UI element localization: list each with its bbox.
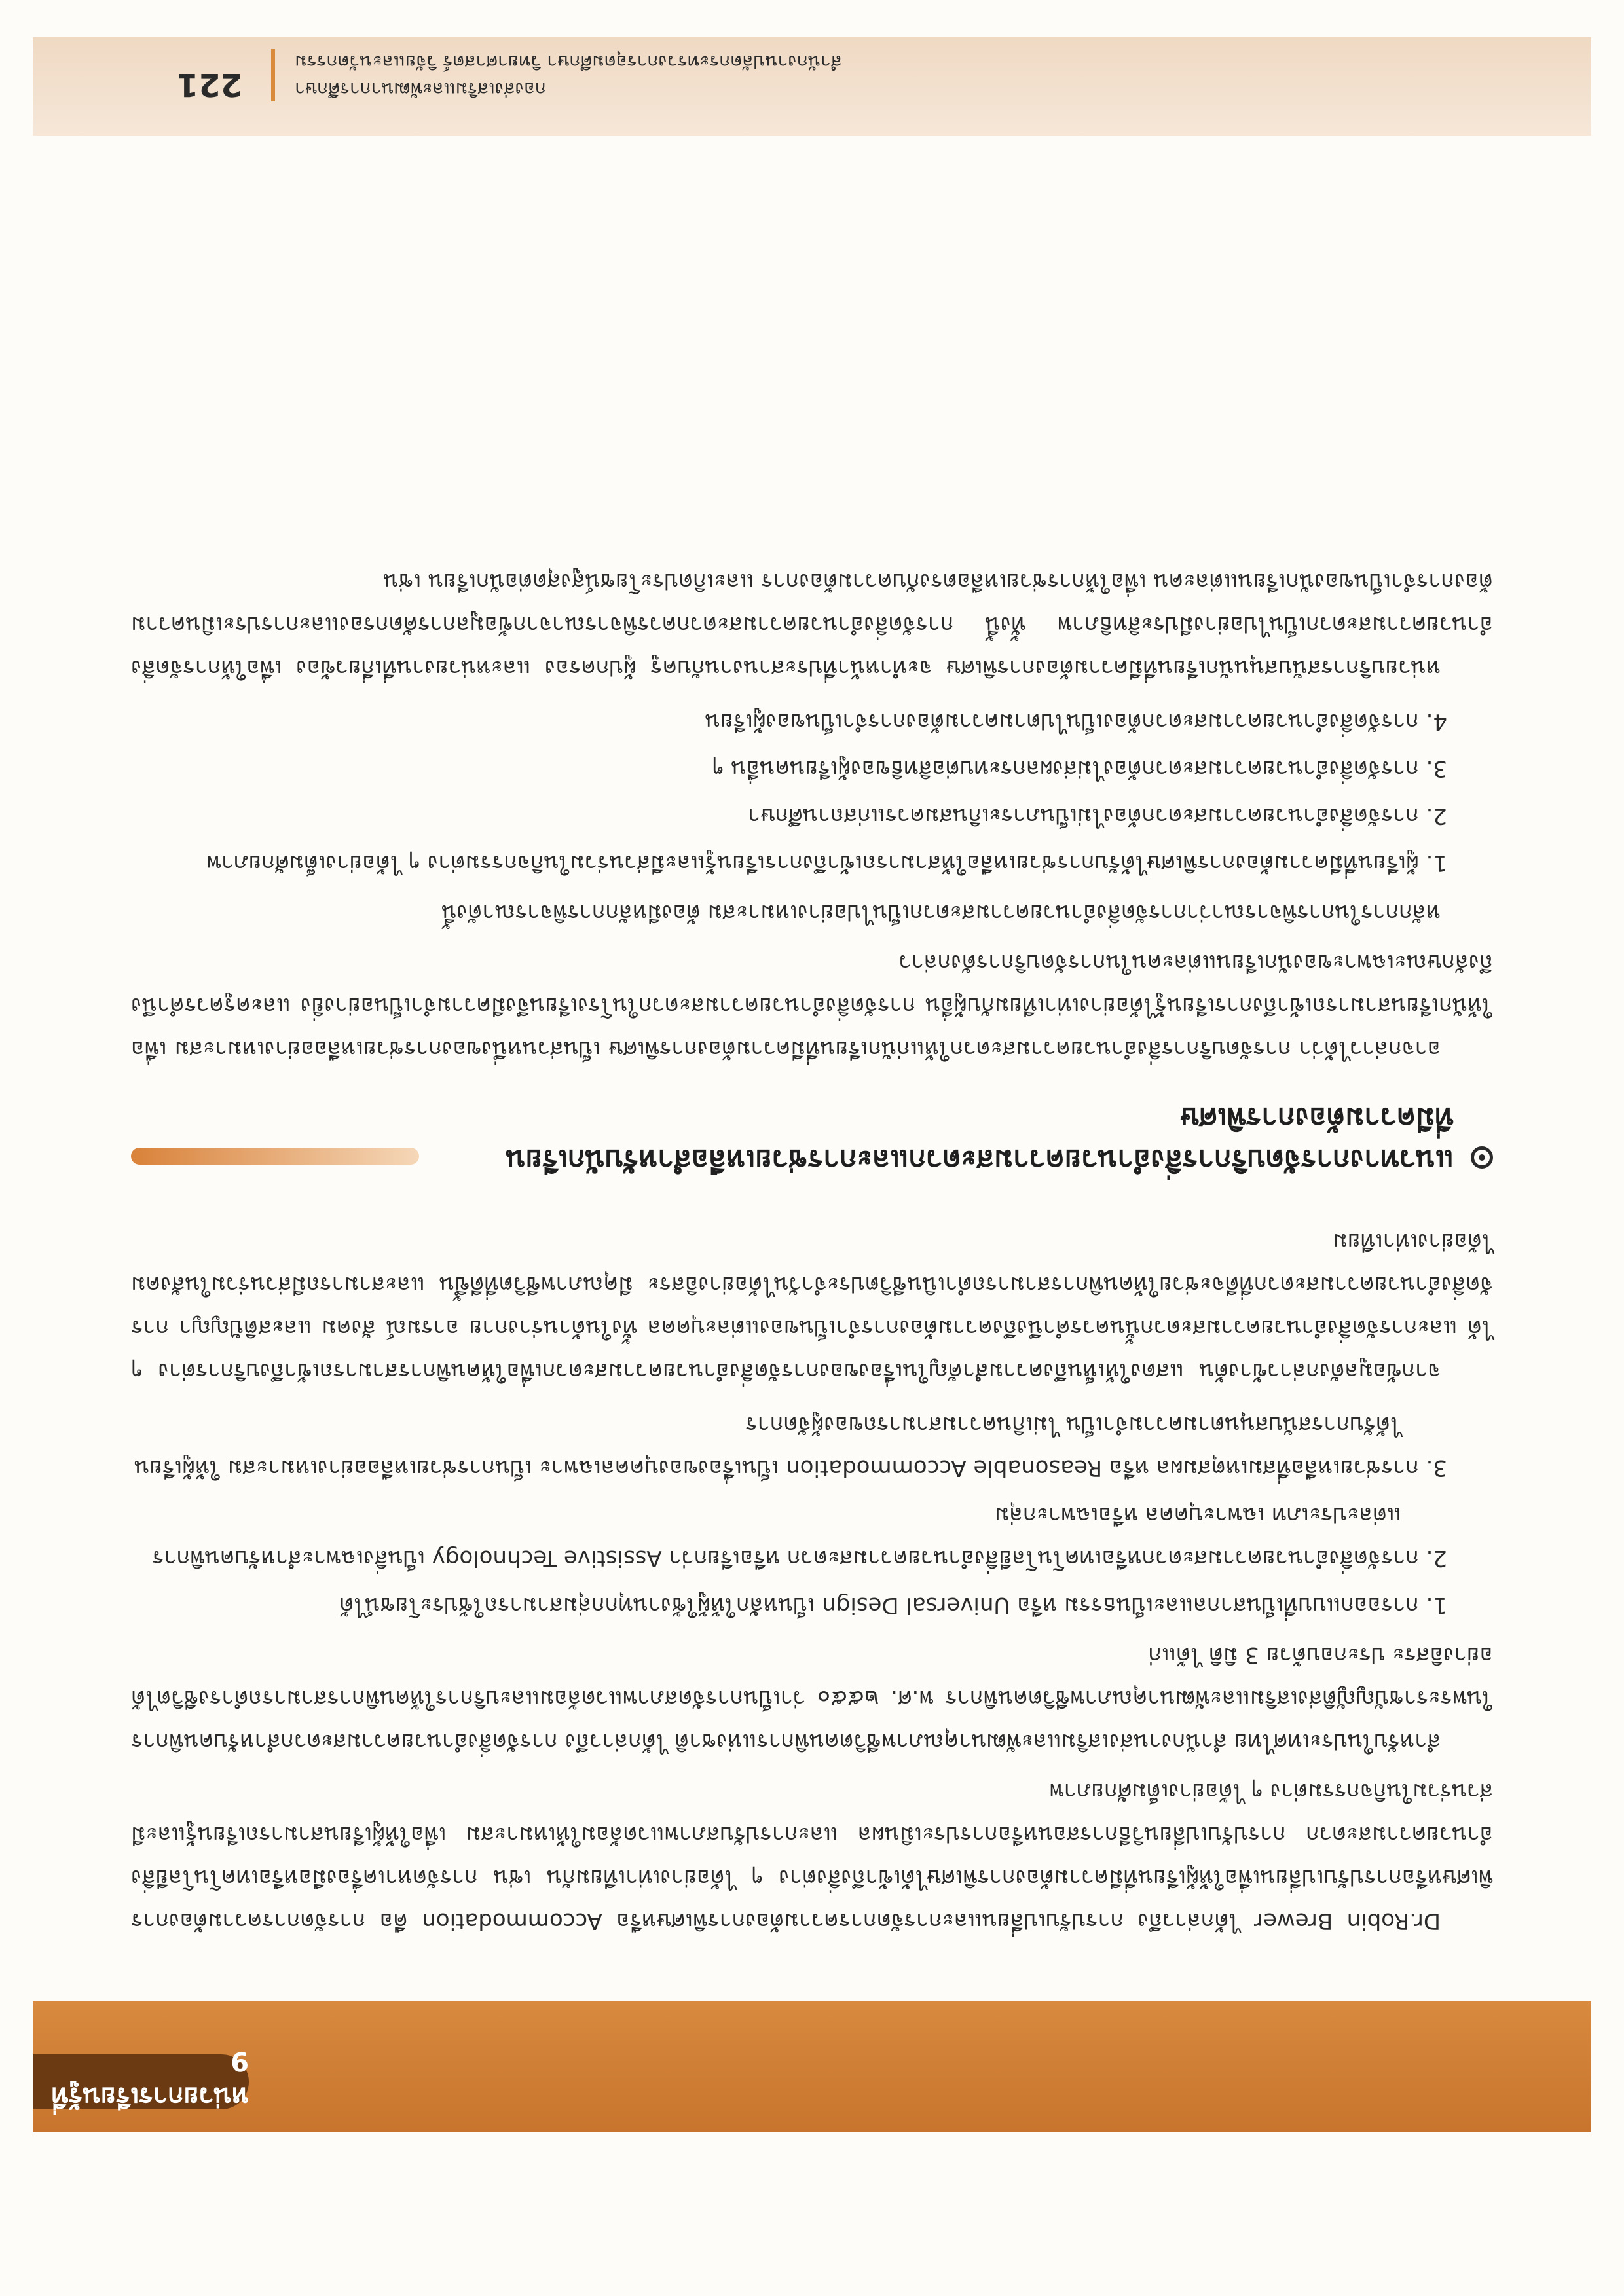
section-heading: [131, 1097, 1493, 1180]
section-title: แนวทางการจัดบริการสิ่งอำนวยความสะดวกและการช่วยเหลือสำหรับนักเรียนที่มีความต้องการพิเศษ: [506, 1101, 1454, 1176]
footer-separator: [271, 49, 275, 101]
footer-book-title: กองส่งเสริมและพัฒนาการศึกษา: [295, 79, 546, 100]
list-item: 3. การจัดสิ่งอำนวยความสะดวกต้องไม่ส่งผลกระทบต่อสิทธิของผู้เรียนคนอื่น ๆ: [712, 756, 1447, 782]
list-item: 1. ผู้เรียนที่มีความต้องการพิเศษได้รับการช่วยเหลือให้สามารถเข้าถึงการเรียนรู้และมีส่วนร่วมในกิจกรรมต่าง ๆ ได้อย่างเต็มศักยภาพ: [206, 850, 1447, 876]
chapter-header-band: [33, 2001, 1591, 2132]
section-paragraph-1: อาจกล่าวได้ว่า การจัดบริการสิ่งอำนวยความสะดวกให้แก่นักเรียนที่มีความต้องการพิเศษ เป็นส่วนหนึ่งของการช่วยเหลืออย่างเหมาะสม เพื่อให้นักเรียนสามารถเข้าถึงการเรียนรู้ได้อย่างเท่าเทียมกับผู้อื่น การจัดสิ่งอำนวยความสะดวกในโรงเรียนจึงมีความจำเป็นอย่างยิ่ง และครูควรคำนึงถึงลักษณะเฉพาะของนักเรียนแต่ละคนในการจัดบริการดังกล่าว: [131, 949, 1493, 1062]
intro-paragraph-1: Dr.Robin Brewer ได้กล่าวถึง การปรับเปลี่ยนและการจัดการความต้องการพิเศษหรือ Accommodation คือ การจัดการความต้องการพิเศษหรือการปรับเปลี่ยนเพื่อให้ผู้เรียนที่มีความต้องการพิเศษได้เข้าถึงสิ่งต่าง ๆ ได้อย่างเท่าเทียมกัน เช่น การจัดหาเครื่องมือหรือเทคโนโลยีสิ่งอำนวยความสะดวก การปรับเปลี่ยนวิธีการสอนหรือการประเมินผล และการปรับสภาพแวดล้อมให้เหมาะสม เพื่อให้ผู้เรียนสามารถเรียนรู้และมีส่วนร่วมในกิจกรรมต่าง ๆ ได้อย่างเต็มศักยภาพ: [131, 1778, 1493, 1934]
principles-list: [131, 700, 1493, 884]
final-paragraph: หน่วยบริการสนับสนุนนักเรียนที่มีความต้องการพิเศษ จะทำหน้าที่ประสานงานกับครู ผู้ปกครอง และหน่วยงานที่เกี่ยวข้อง เพื่อให้การจัดสิ่งอำนวยความสะดวกเป็นไปอย่างมีประสิทธิภาพ ทั้งนี้ การจัดสิ่งอำนวยความสะดวกควรพิจารณาจากข้อมูลการคัดกรองและการประเมินความต้องการจำเป็นของนักเรียนแต่ละคน เพื่อให้การช่วยเหลือตรงกับความต้องการ และเกิดประโยชน์สูงสุดต่อนักเรียน เช่น: [131, 568, 1493, 681]
dimensions-list: [131, 1403, 1493, 1627]
closing-paragraph: จากข้อมูลดังกล่าวข้างต้น แสดงให้เห็นถึงความสำคัญในเรื่องของการจัดสิ่งอำนวยความสะดวกเพื่อให้คนพิการสามารถเข้าถึงบริการต่าง ๆ ได้ และการจัดสิ่งอำนวยความสะดวกนั้นควรคำนึงถึงความต้องการจำเป็นของแต่ละบุคคล ทั้งในด้านร่างกาย อารมณ์ สังคม และสติปัญญา การจัดสิ่งอำนวยความสะดวกที่ดีจะช่วยให้คนพิการสามารถดำเนินชีวิตประจำวันได้อย่างอิสระ มีคุณภาพชีวิตที่ดีขึ้น และสามารถมีส่วนร่วมในสังคมได้อย่างเท่าเทียม: [130, 1228, 1493, 1384]
list-item: 2. การจัดสิ่งอำนวยความสะดวกต้องไม่เป็นภาระเกินสมควรแก่สถานศึกษา: [747, 803, 1447, 829]
chapter-label: หน่วยการเรียนรู้ที่ 9: [33, 2054, 249, 2109]
list-item: 3. การช่วยเหลือที่สมเหตุสมผล หรือ Reasonable Accommodation เป็นเรื่องของบุคคลเฉพาะ เป็นการช่วยเหลืออย่างเหมาะสม ให้ผู้เรียนได้รับการสนับสนุนตามความจำเป็น ไม่เกินความสามารถของผู้จัดการ: [134, 1412, 1447, 1481]
page-body: [131, 553, 1493, 1942]
section-paragraph-2: หลักการในการพิจารณาว่าการจัดสิ่งอำนวยความสะดวกเป็นไปอย่างเหมาะสม ต้องมีหลักการพิจารณาดังนี้: [441, 900, 1441, 926]
footer-office-line: สำนักงานปลัดกระทรวงการอุดมศึกษา วิทยาศาสตร์ วิจัยและนวัตกรรม: [295, 51, 842, 73]
footer-text: [295, 48, 936, 103]
list-item: 4. การจัดสิ่งอำนวยความสะดวกต้องเป็นไปตามความต้องการจำเป็นของผู้เรียน: [705, 708, 1447, 735]
bullet-icon: [1471, 1146, 1493, 1169]
list-item: 1. การออกแบบที่เป็นสากลและเป็นธรรม หรือ Universal Design เป็นหลักให้ผู้ใช้งานทุกกลุ่มสามารถใช้ประโยชน์ได้: [339, 1592, 1447, 1618]
intro-paragraph-2: สำหรับในประเทศไทย สำนักงานส่งเสริมและพัฒนาคุณภาพชีวิตคนพิการแห่งชาติ ได้กล่าวถึง การจัดสิ่งอำนวยความสะดวกสำหรับคนพิการ ในพระราชบัญญัติส่งเสริมและพัฒนาคุณภาพชีวิตคนพิการ พ.ศ. ๒๕๕๐ ว่าเป็นการจัดสภาพแวดล้อมและบริการให้คนพิการสามารถดำรงชีวิตได้อย่างอิสระ ประกอบด้วย 3 มิติ ได้แก่: [131, 1642, 1493, 1755]
list-item: 2. การจัดสิ่งอำนวยความสะดวกหรือเทคโนโลยีสิ่งอำนวยความสะดวก หรือเรียกว่า Assistive Technology เป็นสิ่งเฉพาะสำหรับคนพิการแต่ละประเภท เฉพาะบุคคล หรือเฉพาะกลุ่ม: [152, 1502, 1447, 1571]
page-number: 221: [176, 66, 242, 103]
heading-accent-bar: [131, 1148, 419, 1165]
